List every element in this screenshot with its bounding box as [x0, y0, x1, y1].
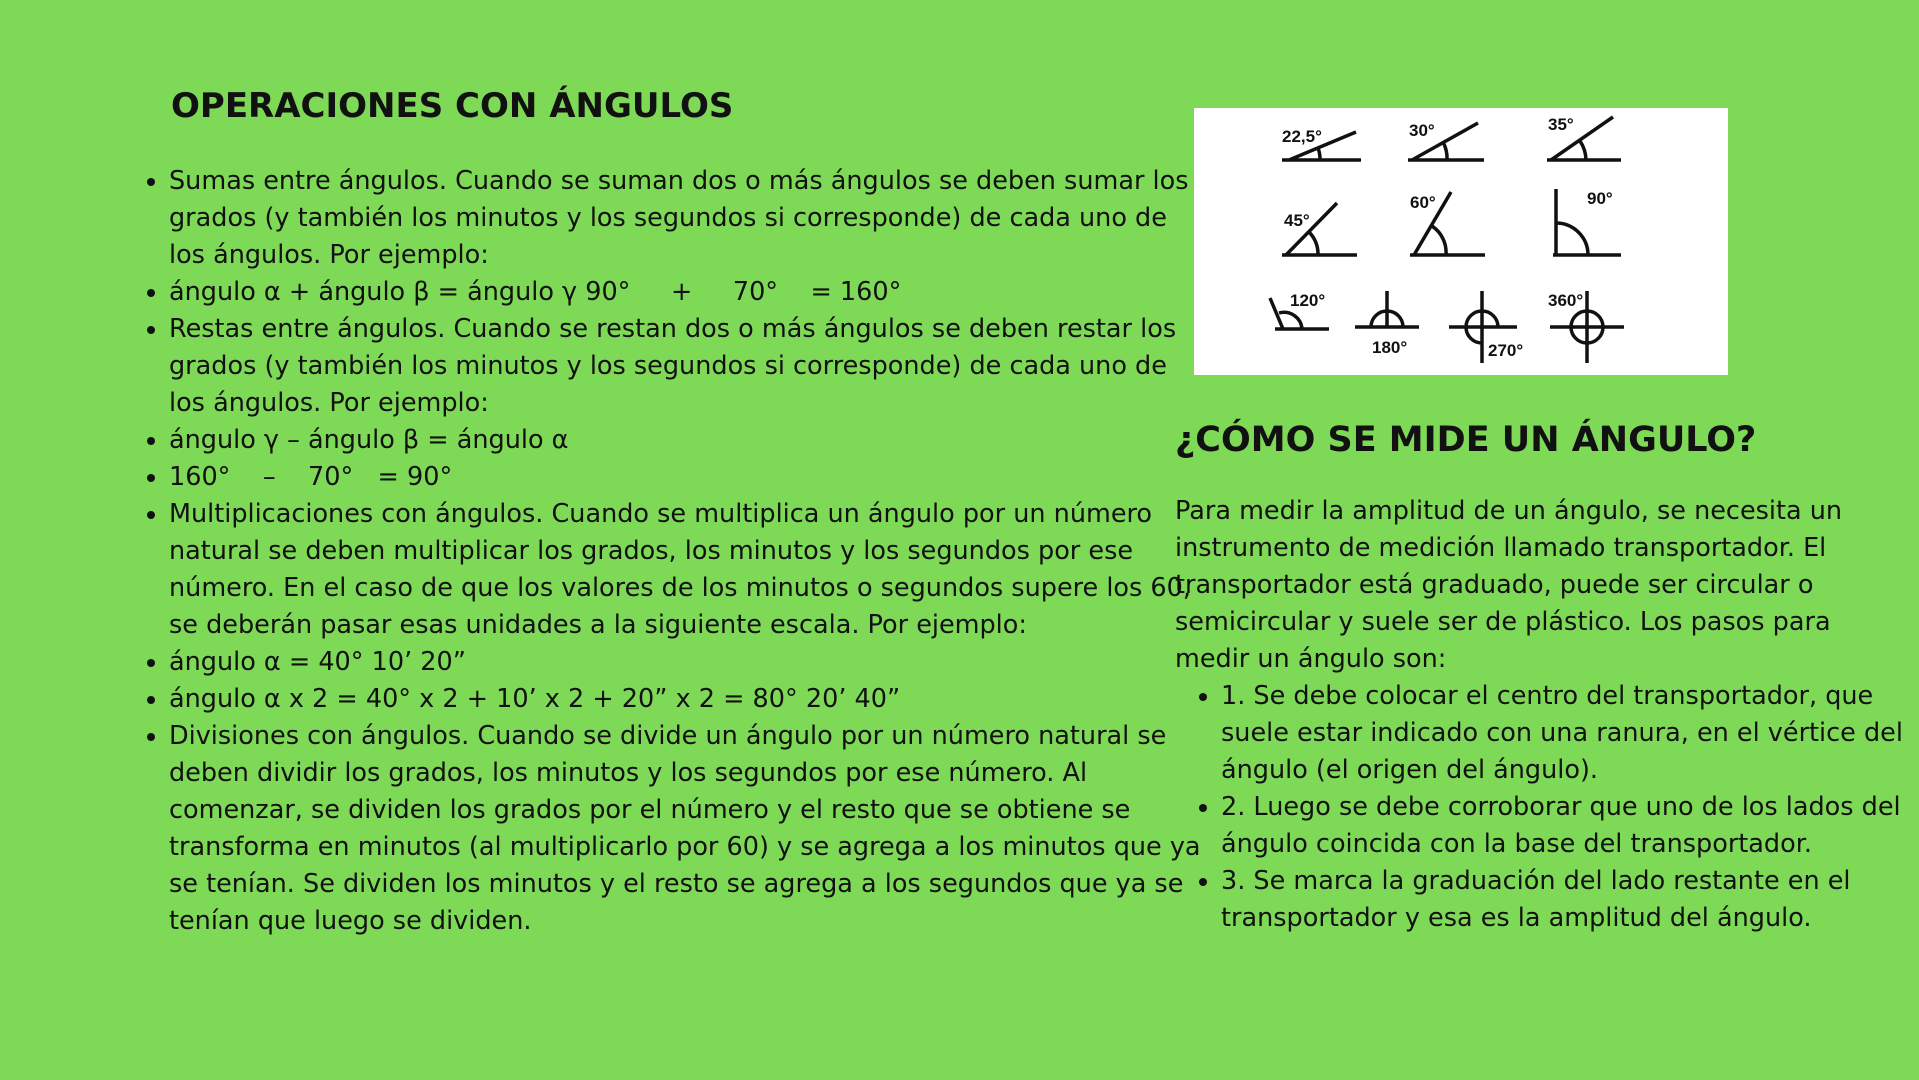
angle-360: [1548, 291, 1624, 363]
list-item: • ángulo α + ángulo β = ángulo γ 90° + 70° = 160°: [169, 274, 1209, 311]
svg-text:35°: 35°: [1548, 115, 1574, 134]
svg-text:180°: 180°: [1372, 338, 1408, 357]
list-item: • ángulo γ – ángulo β = ángulo α: [169, 422, 1209, 459]
angle-270: [1449, 291, 1523, 363]
angle-35: [1547, 115, 1621, 160]
intro-paragraph: Para medir la amplitud de un ángulo, se necesita un instrumento de medición llamado transportador. El transportador está graduado, puede ser circular o semicircular y suele ser de plástico. Los pasos para medir un ángulo son:: [1175, 496, 1843, 674]
svg-text:45°: 45°: [1284, 211, 1310, 230]
page-title: OPERACIONES CON ÁNGULOS: [171, 86, 734, 126]
angle-90: [1553, 189, 1621, 255]
angles-diagram: [1194, 108, 1728, 375]
angle-180: [1355, 291, 1419, 357]
angle-60: [1410, 192, 1485, 255]
angle-120: [1270, 291, 1329, 329]
svg-text:360°: 360°: [1548, 291, 1584, 310]
list-item: • Multiplicaciones con ángulos. Cuando se multiplica un ángulo por un número natural se deben multiplicar los grados, los minutos y los segundos por ese número. En el caso de que los valores de los minutos o segundos supere los 60, se deberán pasar esas unidades a la siguiente escala. Por ejemplo:: [169, 496, 1209, 644]
angle-45: [1282, 203, 1357, 255]
list-item: • Restas entre ángulos. Cuando se restan dos o más ángulos se deben restar los grados (y también los minutos y los segundos si corresponde) de cada uno de los ángulos. Por ejemplo:: [169, 311, 1209, 422]
svg-text:270°: 270°: [1488, 341, 1524, 360]
operations-list: [140, 163, 1209, 940]
list-item: • ángulo α x 2 = 40° x 2 + 10’ x 2 + 20” x 2 = 80° 20’ 40”: [169, 681, 1209, 718]
list-item: • ángulo α = 40° 10’ 20”: [169, 644, 1209, 681]
list-item: • Divisiones con ángulos. Cuando se divide un ángulo por un número natural se deben dividir los grados, los minutos y los segundos por ese número. Al comenzar, se dividen los grados por el número y el resto que se obtiene se transforma en minutos (al multiplicarlo por 60) y se agrega a los minutos que ya se tenían. Se dividen los minutos y el resto se agrega a los segundos que ya se tenían que luego se dividen.: [169, 718, 1209, 940]
list-item: • 160° – 70° = 90°: [169, 459, 1209, 496]
svg-text:120°: 120°: [1290, 291, 1326, 310]
section-heading: ¿CÓMO SE MIDE UN ÁNGULO?: [1175, 420, 1757, 460]
list-item: • 1. Se debe colocar el centro del transportador, que suele estar indicado con una ranura, en el vértice del ángulo (el origen del ángulo).: [1221, 678, 1919, 789]
svg-text:22,5°: 22,5°: [1282, 127, 1322, 146]
list-item: • 3. Se marca la graduación del lado restante en el transportador y esa es la amplitud del ángulo.: [1221, 863, 1919, 937]
angle-30: [1408, 121, 1484, 160]
list-item: • Sumas entre ángulos. Cuando se suman dos o más ángulos se deben sumar los grados (y también los minutos y los segundos si corresponde) de cada uno de los ángulos. Por ejemplo:: [169, 163, 1209, 274]
svg-text:30°: 30°: [1409, 121, 1435, 140]
svg-text:60°: 60°: [1410, 193, 1436, 212]
angle-22-5: [1282, 127, 1361, 160]
angles-figure: [1194, 108, 1728, 375]
steps-list: [1192, 678, 1919, 937]
list-item: • 2. Luego se debe corroborar que uno de los lados del ángulo coincida con la base del transportador.: [1221, 789, 1919, 863]
svg-text:90°: 90°: [1587, 189, 1613, 208]
